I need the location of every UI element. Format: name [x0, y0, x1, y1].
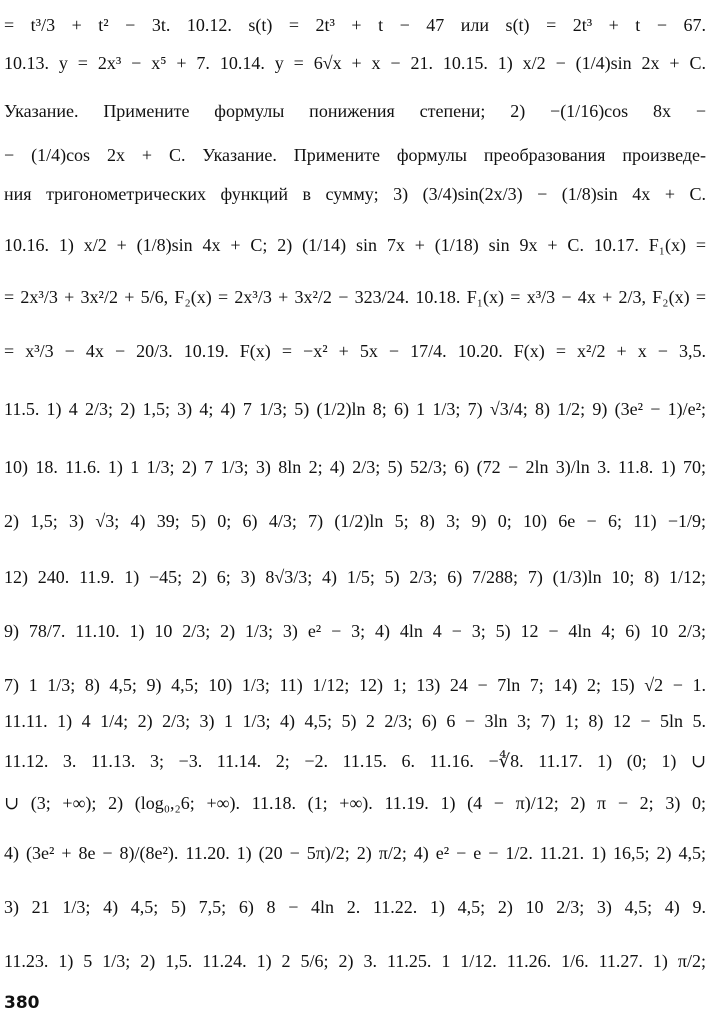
text-line: 11.12. 3. 11.13. 3; −3. 11.14. 2; −2. 11.15. 6. 11.16. −∜8. 11.17. 1) (0; 1) ∪ [4, 751, 706, 771]
text-line: 10.13. y = 2x³ − x⁵ + 7. 10.14. y = 6√x + x − 21. 10.15. 1) x/2 − (1/4)sin 2x + C. [4, 53, 706, 73]
text-line: 11.11. 1) 4 1/4; 2) 2/3; 3) 1 1/3; 4) 4,5; 5) 2 2/3; 6) 6 − 3ln 3; 7) 1; 8) 12 − 5ln 5. [4, 711, 706, 731]
text-line: ния тригонометрических функций в сумму; 3) (3/4)sin(2x/3) − (1/8)sin 4x + C. [4, 184, 706, 204]
text-line: 9) 78/7. 11.10. 1) 10 2/3; 2) 1/3; 3) e² − 3; 4) 4ln 4 − 3; 5) 12 − 4ln 4; 6) 10 2/3; [4, 621, 706, 641]
text-line: 4) (3e² + 8e − 8)/(8e²). 11.20. 1) (20 − 5π)/2; 2) π/2; 4) e² − e − 1/2. 11.21. 1) 16,5; 2) 4,5; [4, 843, 706, 863]
text-line: = t³/3 + t² − 3t. 10.12. s(t) = 2t³ + t − 47 или s(t) = 2t³ + t − 67. [4, 15, 706, 35]
page-number: 380 [4, 993, 40, 1013]
text-line: 11.23. 1) 5 1/3; 2) 1,5. 11.24. 1) 2 5/6; 2) 3. 11.25. 1 1/12. 11.26. 1/6. 11.27. 1) π/2; [4, 951, 706, 971]
text-line: 10.16. 1) x/2 + (1/8)sin 4x + C; 2) (1/14) sin 7x + (1/18) sin 9x + C. 10.17. F₁(x) = [4, 235, 706, 255]
text-line: 7) 1 1/3; 8) 4,5; 9) 4,5; 10) 1/3; 11) 1/12; 12) 1; 13) 24 − 7ln 7; 14) 2; 15) √2 − 1. [4, 675, 706, 695]
text-line: − (1/4)cos 2x + C. Указание. Примените формулы преобразования произведе- [4, 145, 706, 165]
text-line: 2) 1,5; 3) √3; 4) 39; 5) 0; 6) 4/3; 7) (1/2)ln 5; 8) 3; 9) 0; 10) 6e − 6; 11) −1/9; [4, 511, 706, 531]
text-line: 3) 21 1/3; 4) 4,5; 5) 7,5; 6) 8 − 4ln 2. 11.22. 1) 4,5; 2) 10 2/3; 3) 4,5; 4) 9. [4, 897, 706, 917]
text-line: ∪ (3; +∞); 2) (log₀,₂6; +∞). 11.18. (1; +∞). 11.19. 1) (4 − π)/12; 2) π − 2; 3) 0; [4, 793, 706, 813]
text-line: 10) 18. 11.6. 1) 1 1/3; 2) 7 1/3; 3) 8ln 2; 4) 2/3; 5) 52/3; 6) (72 − 2ln 3)/ln 3. 11.8. 1) 70; [4, 457, 706, 477]
text-line: 11.5. 1) 4 2/3; 2) 1,5; 3) 4; 4) 7 1/3; 5) (1/2)ln 8; 6) 1 1/3; 7) √3/4; 8) 1/2; 9) (3e² − 1)/e²; [4, 399, 706, 419]
text-line: Указание. Примените формулы понижения степени; 2) −(1/16)cos 8x − [4, 101, 706, 121]
text-line: = 2x³/3 + 3x²/2 + 5/6, F₂(x) = 2x³/3 + 3x²/2 − 323/24. 10.18. F₁(x) = x³/3 − 4x + 2/3, F₂(x) = [4, 287, 706, 307]
text-line: = x³/3 − 4x − 20/3. 10.19. F(x) = −x² + 5x − 17/4. 10.20. F(x) = x²/2 + x − 3,5. [4, 341, 706, 361]
text-line: 12) 240. 11.9. 1) −45; 2) 6; 3) 8√3/3; 4) 1/5; 5) 2/3; 6) 7/288; 7) (1/3)ln 10; 8) 1/12; [4, 567, 706, 587]
